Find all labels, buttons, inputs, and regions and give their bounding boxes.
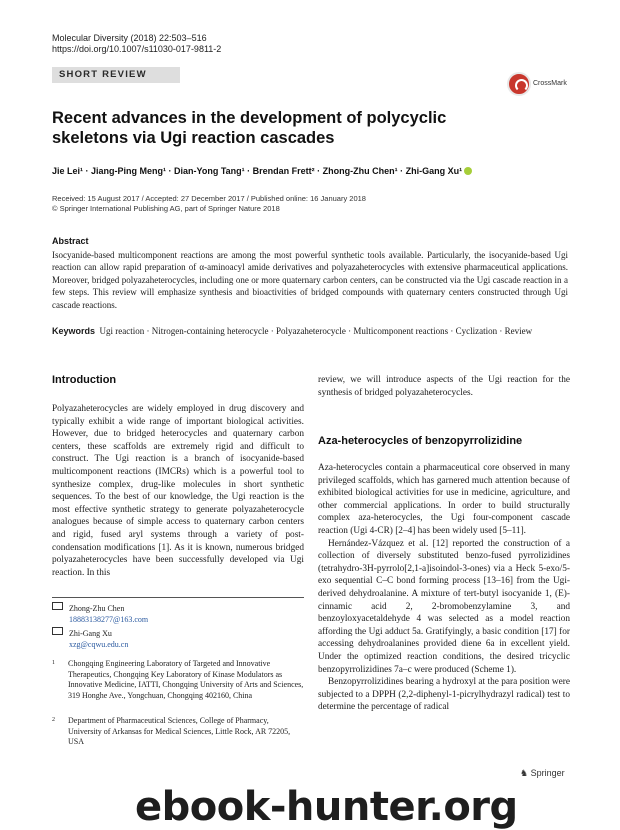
crossmark-button[interactable]	[503, 72, 567, 106]
watermark: ebook-hunter.org	[135, 784, 518, 830]
keywords-text: Ugi reaction · Nitrogen-containing heterocycle · Polyazaheterocycle · Multicomponent reactions · Cyclization · Review	[99, 326, 533, 336]
affiliation-1	[52, 659, 304, 701]
copyright-line: © Springer International Publishing AG, part of Springer Nature 2018	[52, 204, 280, 213]
dates-line: Received: 15 August 2017 / Accepted: 27 December 2017 / Published online: 16 January 2018	[52, 194, 366, 203]
aza-paragraph-1: Aza-heterocycles contain a pharmaceutical core observed in many privileged scaffolds, which has garnered much attention because of exhibited biological activities for use in medicine, agriculture, and other commercial applications. In order to build structurally complex aza-heterocycles, the Ugi four-component cascade reaction (Ugi 4-CR) [2–4] has been widely used [5–11].	[318, 463, 570, 536]
journal-name: Molecular Diversity (2018) 22:503–516	[52, 33, 207, 43]
abstract-text: Isocyanide-based multicomponent reactions are among the most powerful synthetic tools available. Particularly, the isocyanide-based Ugi reaction can allow rapid preparation of α-aminoacyl amide derivatives and polyazaheterocycles with extensive pharmaceutical applications. Moreover, bridged polyazaheterocycles, including one or more quaternary carbon centers, can be constructed via the Ugi cascade reaction in a few steps. This review will emphasize synthesis and bioactivities of bridged compounds with quaternary centers constructed through Ugi cascade reactions.	[52, 250, 568, 310]
publisher-name: Springer	[530, 768, 565, 778]
contact-name: Zhong-Zhu Chen	[69, 604, 125, 613]
affiliation-2	[52, 716, 304, 748]
crossmark-label: CrossMark	[533, 80, 567, 87]
envelope-icon	[52, 602, 63, 610]
contact-name: Zhi-Gang Xu	[69, 629, 112, 638]
envelope-icon	[52, 627, 63, 635]
springer-horse-icon: ♞	[520, 768, 529, 778]
introduction-paragraph: Polyazaheterocycles are widely employed in drug discovery and typically exhibit a wide range of important biological activities. However, due to bridged heterocycles and quaternary carbon centers, these scaffolds are extremely rigid and difficult to construct. The Ugi reaction is a branch of isocyanide-based multicomponent reactions (IMCRs) which is a powerful tool to synthesize complex, drug-like molecules in short synthetic sequences. To the best of our knowledge, the Ugi reaction is the most effective synthetic strategy to generate polyazaheterocycle analogues because of simple access to quaternary carbon centers and rigid, fused aryl systems through a variety of post-condensation modifications [1]. As it is known, numerous bridged polyazaheterocycles have been successfully developed via Ugi reaction. In this	[52, 404, 304, 578]
affiliation-text: Department of Pharmaceutical Sciences, College of Pharmacy, University of Arkansas for Medical Sciences, Little Rock, AR 72205, USA	[68, 716, 291, 746]
aza-heading: Aza-heterocycles of benzopyrrolizidine	[318, 435, 523, 447]
contact-email[interactable]: 18883138277@163.com	[69, 614, 149, 624]
introduction-heading: Introduction	[52, 374, 117, 386]
footnote-divider	[52, 597, 304, 598]
journal-doi[interactable]: https://doi.org/10.1007/s11030-017-9811-2	[52, 44, 222, 54]
contact-email[interactable]: xzg@cqwu.edu.cn	[69, 639, 129, 649]
contact-1	[52, 602, 148, 625]
keywords-label: Keywords	[52, 326, 96, 336]
orcid-icon[interactable]	[464, 167, 472, 175]
affiliation-text: Chongqing Engineering Laboratory of Targeted and Innovative Therapeutics, Chongqing Key Laboratory of Kinase Modulators as Innovative Medicine, IATTI, Chongqing University of Arts and Sciences, 319 Honghe Ave., Yongchuan, Chongqing 402160, China	[68, 659, 304, 700]
intro-continuation: review, we will introduce aspects of the Ugi reaction for the synthesis of bridged polyazaheterocycles.	[318, 375, 570, 398]
aza-body	[318, 462, 570, 714]
author-list	[52, 165, 572, 177]
publisher-logo	[520, 768, 565, 779]
affiliation-number: 1	[52, 660, 55, 666]
journal-header	[52, 33, 221, 55]
authors-text: Jie Lei¹ · Jiang-Ping Meng¹ · Dian-Yong Tang¹ · Brendan Frett² · Zhong-Zhu Chen¹ · Zhi-Gang Xu¹	[52, 166, 463, 176]
crossmark-icon	[507, 72, 531, 96]
right-column-intro	[318, 374, 570, 399]
article-type-badge: SHORT REVIEW	[52, 67, 180, 83]
aza-paragraph-3: Benzopyrrolizidines bearing a hydroxyl at the para position were subjected to a DPPH (2,2-diphenyl-1-picrylhydrazyl radical) test to determine the percentage of radical	[318, 677, 570, 713]
aza-paragraph-2: Hernández-Vázquez et al. [12] reported the construction of a collection of diversely substituted benzo-fused pyrrolizidines (tetrahydro-3H-pyrrolo[2,1-a]isoindol-3-ones) via a Heck 5-exo/5-exo sequential C–C bond forming process [13–16] from the Ugi-derived dehydroalanine. A mixture of tert-butyl isocyanide 1, (E)-cinnamic acid 2, 2-bromobenzylamine 3, and benzoyloxyacetaldehyde 4 was selected as a model reaction affording the Ugi adduct 5a. Gratifyingly, a basic condition [17] for accessing dehydroalanines provided diene 6a in excellent yield. Under the optimized reaction conditions, the desired tricyclic benzopyrrolizidines 7a–c were produced (Scheme 1).	[318, 538, 570, 675]
publication-dates	[52, 194, 572, 214]
keywords-block	[52, 325, 568, 337]
abstract-heading: Abstract	[52, 236, 89, 246]
article-title: Recent advances in the development of polycyclic skeletons via Ugi reaction cascades	[52, 109, 447, 147]
contact-2	[52, 627, 128, 650]
affiliation-number: 2	[52, 717, 55, 723]
introduction-body	[52, 403, 304, 579]
